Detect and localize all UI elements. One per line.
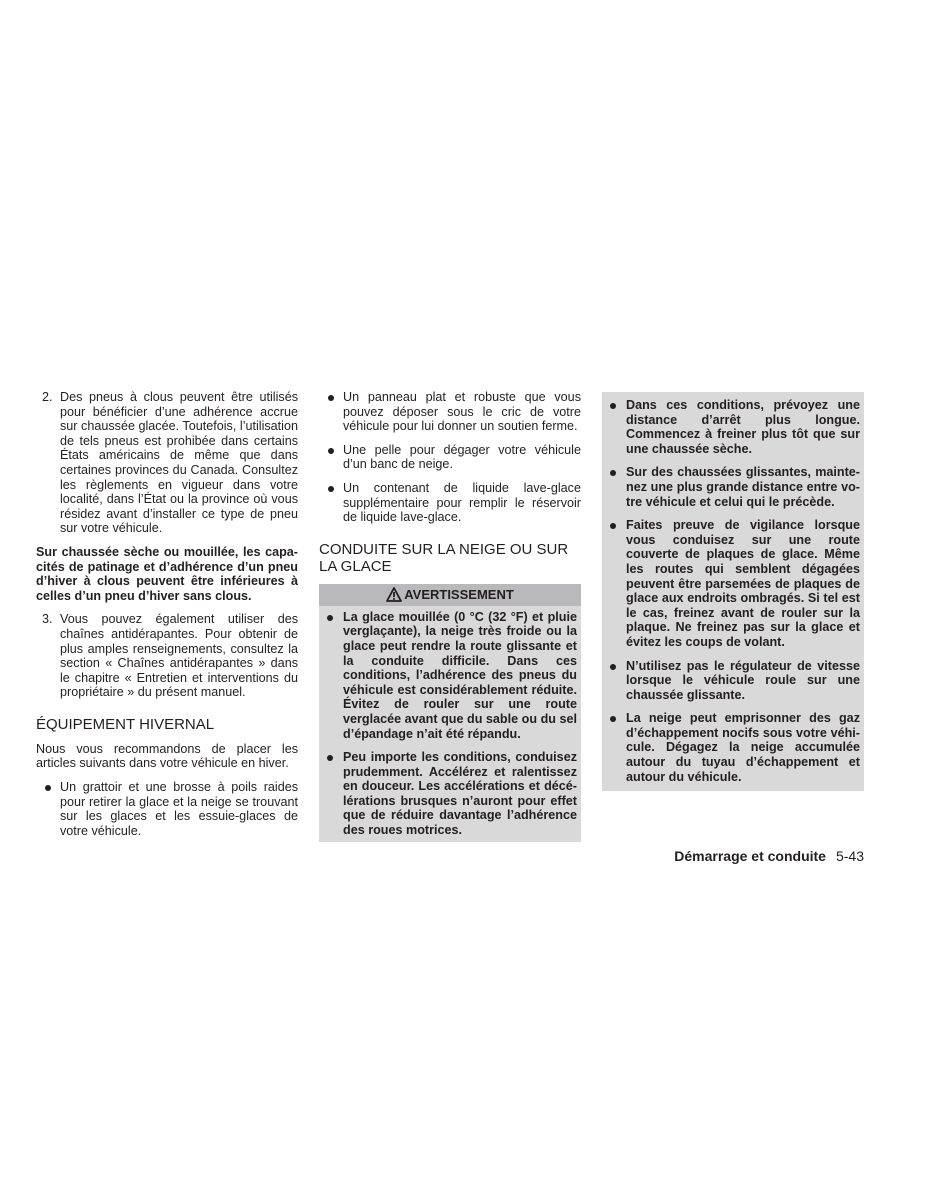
bullet-item: Un panneau plat et robuste que vous pouvez déposer sous le cric de votre véhicule pour lui donner un soutien ferme.: [319, 390, 581, 434]
warning-title-text: AVERTISSEMENT: [404, 586, 514, 602]
warning-bullet: Peu importe les conditions, conduisez prudemment. Accélérez et ralentissez en douceur. Les accélérations et décélérations brusques n’auront pour effet que de réduire davantage l’adhérence des roues motrices.: [319, 750, 581, 838]
page-footer: [600, 848, 864, 865]
item-number: 2.: [42, 390, 53, 404]
warning-bullet: Faites preuve de vigilance lorsque vous conduisez sur une route couverte de plaques de glace. Même les routes qui semblent dégagées peuvent être parsemées de plaques de glace aux endroits ombragés. Si tel est le cas, freinez avant de rouler sur la plaque. Ne freinez pas sur la glace et évitez les coups de volant.: [602, 518, 864, 649]
left-column: [36, 390, 298, 838]
warning-box-continued: [602, 392, 864, 791]
middle-column: [319, 390, 581, 842]
warning-bullet: La neige peut emprisonner des gaz d’échappement nocifs sous votre véhicule. Dégagez la neige accumulée autour du tuyau d’échappement et autour du véhicule.: [602, 711, 864, 784]
bold-note: Sur chaussée sèche ou mouillée, les capacités de patinage et d’adhérence d’un pneu d’hiver à clous peuvent être inférieures à celles d’un pneu d’hiver sans clous.: [36, 544, 298, 603]
warning-bullet: Dans ces conditions, prévoyez une distance d’arrêt plus longue. Commencez à freiner plus tôt que sur une chaussée sèche.: [602, 398, 864, 456]
section-heading-snow-ice-driving: CONDUITE SUR LA NEIGE OU SUR LA GLACE: [319, 540, 569, 575]
item-text: Des pneus à clous peuvent être utilisés pour bénéficier d’une adhérence accrue sur chaussée glacée. Toutefois, l’utilisation de tels pneus est prohibée dans certains États américains de même que dans certaines provinces du Canada. Consultez les règlements en vigueur dans votre localité, dans l’État ou la province où vous résidez avant d’installer ce type de pneu sur votre véhicule.: [60, 390, 298, 536]
warning-title: [319, 584, 581, 606]
right-column: [602, 392, 864, 791]
bullet-item: Un grattoir et une brosse à poils raides pour retirer la glace et la neige se trouvant sur les glaces et les essuie-glaces de votre véhicule.: [36, 780, 298, 838]
warning-triangle-icon: [386, 587, 402, 602]
bullet-item: Une pelle pour dégager votre véhicule d’un banc de neige.: [319, 443, 581, 472]
intro-paragraph: Nous vous recommandons de placer les articles suivants dans votre véhicule en hiver.: [36, 741, 298, 771]
footer-section-title: Démarrage et conduite: [674, 848, 826, 864]
warning-box: [319, 584, 581, 842]
item-text: Vous pouvez également utiliser des chaînes antidérapantes. Pour obtenir de plus amples renseignements, consultez la section « Chaînes antidérapantes » dans le chapitre « Entretien et interventions du propriétaire » du présent manuel.: [60, 612, 298, 700]
numbered-item-2: [36, 390, 298, 536]
numbered-item-3: [36, 612, 298, 700]
item-number: 3.: [42, 612, 53, 627]
section-heading-winter-equipment: ÉQUIPEMENT HIVERNAL: [36, 715, 215, 733]
warning-bullet: N’utilisez pas le régulateur de vitesse lorsque le véhicule roule sur une chaussée glissante.: [602, 659, 864, 703]
warning-bullet: La glace mouillée (0 °C (32 °F) et pluie verglaçante), la neige très froide ou la glace peut rendre la route glissante et la conduite difficile. Dans ces conditions, l’adhérence des pneus du véhicule est considérablement réduite. Évitez de rouler sur une route verglacée avant que du sable ou du sel d’épandage n’ait été répandu.: [319, 610, 581, 741]
bullet-item: Un contenant de liquide lave-glace supplémentaire pour remplir le réservoir de liquide lave-glace.: [319, 481, 581, 525]
page-number: 5-43: [835, 848, 864, 864]
warning-bullet: Sur des chaussées glissantes, maintenez une plus grande distance entre votre véhicule et celui qui le précède.: [602, 465, 864, 509]
